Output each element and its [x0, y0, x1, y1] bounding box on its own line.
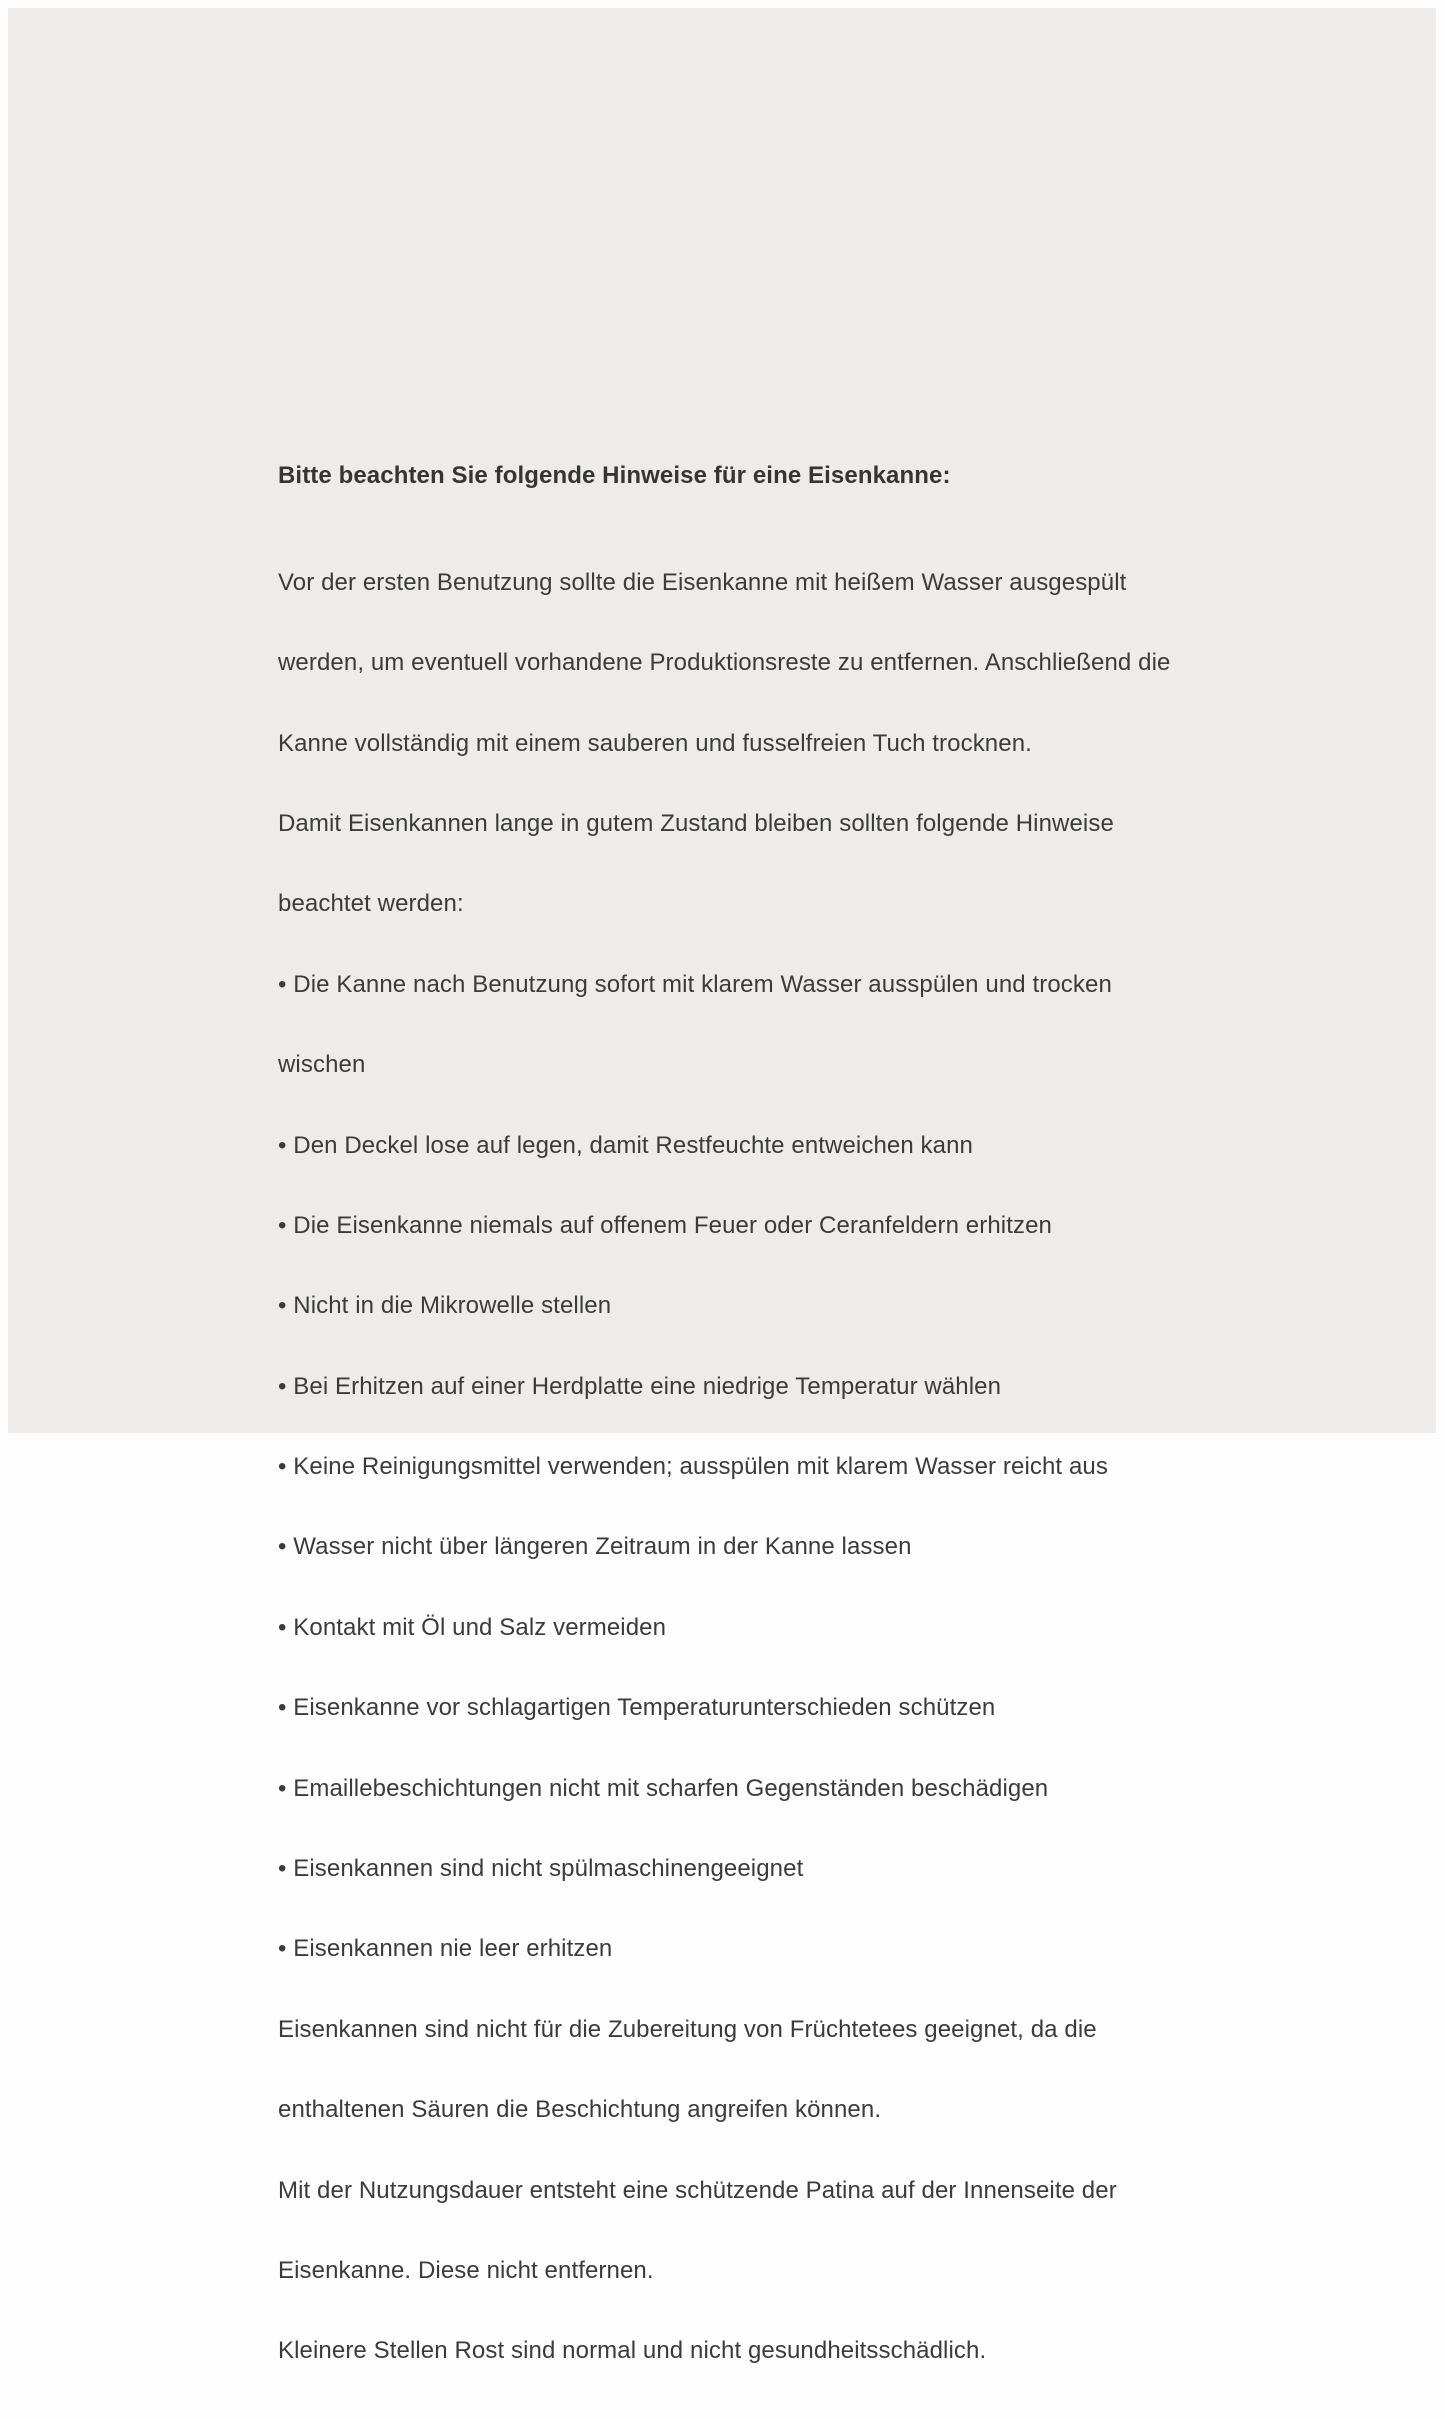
care-line: Kleinere Stellen Rost sind normal und nicht gesundheitsschädlich.: [278, 2338, 1378, 2365]
care-instructions: [278, 409, 1378, 2419]
care-line-bullet: • Wasser nicht über längeren Zeitraum in der Kanne lassen: [278, 1534, 1378, 1561]
page-background: [8, 8, 1436, 1433]
care-line: wischen: [278, 1052, 1378, 1079]
care-line: Mit der Nutzungsdauer entsteht eine schützende Patina auf der Innenseite der: [278, 2178, 1378, 2205]
care-line-bullet: • Bei Erhitzen auf einer Herdplatte eine niedrige Temperatur wählen: [278, 1374, 1378, 1401]
care-line-bullet: • Eisenkannen nie leer erhitzen: [278, 1936, 1378, 1963]
care-line: werden, um eventuell vorhandene Produktionsreste zu entfernen. Anschließend die: [278, 650, 1378, 677]
care-line-bullet: • Emaillebeschichtungen nicht mit scharfen Gegenständen beschädigen: [278, 1776, 1378, 1803]
care-line-bullet: • Nicht in die Mikrowelle stellen: [278, 1293, 1378, 1320]
care-line-bullet: • Eisenkannen sind nicht spülmaschinengeeignet: [278, 1856, 1378, 1883]
care-line: enthaltenen Säuren die Beschichtung angreifen können.: [278, 2097, 1378, 2124]
care-line-bullet: • Kontakt mit Öl und Salz vermeiden: [278, 1615, 1378, 1642]
care-line-bullet: • Den Deckel lose auf legen, damit Restfeuchte entweichen kann: [278, 1133, 1378, 1160]
care-line: Kanne vollständig mit einem sauberen und fusselfreien Tuch trocknen.: [278, 731, 1378, 758]
care-line-bullet: • Die Kanne nach Benutzung sofort mit klarem Wasser ausspülen und trocken: [278, 972, 1378, 999]
care-line: Eisenkanne. Diese nicht entfernen.: [278, 2258, 1378, 2285]
care-line-bullet: • Eisenkanne vor schlagartigen Temperaturunterschieden schützen: [278, 1695, 1378, 1722]
care-line: beachtet werden:: [278, 891, 1378, 918]
care-line: Eisenkannen sind nicht für die Zubereitung von Früchtetees geeignet, da die: [278, 2017, 1378, 2044]
care-instructions-title: Bitte beachten Sie folgende Hinweise für eine Eisenkanne:: [278, 463, 1378, 490]
care-line-bullet: • Die Eisenkanne niemals auf offenem Feuer oder Ceranfeldern erhitzen: [278, 1213, 1378, 1240]
care-line: Damit Eisenkannen lange in gutem Zustand bleiben sollten folgende Hinweise: [278, 811, 1378, 838]
care-line: Vor der ersten Benutzung sollte die Eisenkanne mit heißem Wasser ausgespült: [278, 570, 1378, 597]
care-line-bullet: • Keine Reinigungsmittel verwenden; ausspülen mit klarem Wasser reicht aus: [278, 1454, 1378, 1481]
